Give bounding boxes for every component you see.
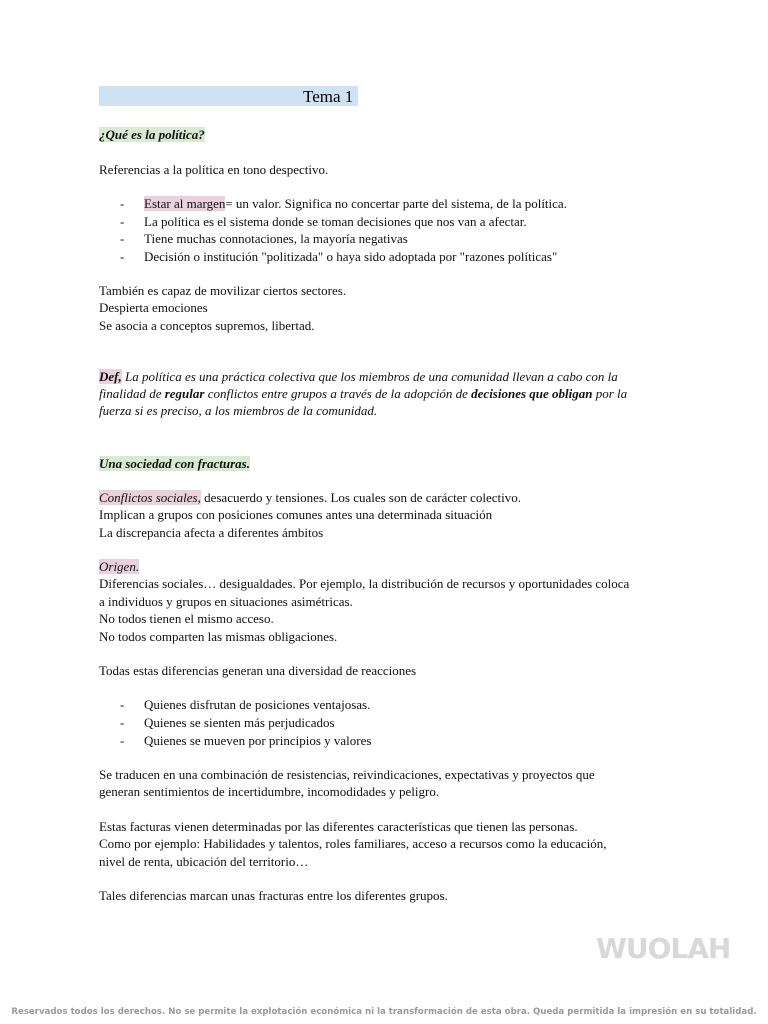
origen-line [99, 558, 139, 575]
bullet-dash: - [120, 196, 125, 211]
conflictos-text: desacuerdo y tensiones. Los cuales son de carácter colectivo. [200, 490, 522, 505]
paragraph-line: Despierta emociones [99, 300, 208, 315]
bullet-dash: - [120, 231, 125, 246]
heading-sociedad-fracturas [99, 455, 250, 472]
bullet-text-rest: = un valor. Significa no concertar parte del sistema, de la política. [225, 196, 567, 211]
definition-line [99, 368, 618, 385]
conflictos-label: Conflictos sociales, [99, 490, 201, 505]
paragraph-line: También es capaz de movilizar ciertos sectores. [99, 283, 347, 298]
heading-highlight: ¿Qué es la política? [99, 127, 205, 142]
paragraph-line: a individuos y grupos en situaciones asimétricas. [99, 594, 353, 609]
paragraph-line: Como por ejemplo: Habilidades y talentos, roles familiares, acceso a recursos como la educación, [99, 836, 607, 851]
definition-bold-regular: regular [164, 386, 205, 401]
definition-label: Def, [99, 369, 122, 384]
bullet-item: Tiene muchas connotaciones, la mayoría negativas [144, 231, 408, 246]
intro-text: Referencias a la política en tono despectivo. [99, 162, 329, 177]
definition-bold-decisiones: decisiones que obligan [471, 386, 593, 401]
paragraph-line: Diferencias sociales… desigualdades. Por ejemplo, la distribución de recursos y oportunidades coloca [99, 576, 630, 591]
paragraph-line: Todas estas diferencias generan una diversidad de reacciones [99, 663, 417, 678]
bullet-item [144, 195, 567, 212]
paragraph-line: La discrepancia afecta a diferentes ámbitos [99, 525, 324, 540]
paragraph-line: Se asocia a conceptos supremos, libertad. [99, 318, 315, 333]
bullet-item: Quienes se sienten más perjudicados [144, 715, 335, 730]
paragraph-line: Se traducen en una combinación de resistencias, reivindicaciones, expectativas y proyectos que [99, 767, 595, 782]
definition-line [99, 385, 627, 402]
wuolah-watermark-logo: WUOLAH [596, 932, 731, 965]
definition-line: fuerza si es preciso, a los miembros de la comunidad. [99, 403, 378, 418]
paragraph-line: No todos tienen el mismo acceso. [99, 611, 274, 626]
definition-text: por la [592, 386, 628, 401]
paragraph-line: Estas facturas vienen determinadas por las diferentes características que tienen las personas. [99, 819, 578, 834]
paragraph-line: nivel de renta, ubicación del territorio… [99, 854, 309, 869]
paragraph-line: Tales diferencias marcan unas fracturas entre los diferentes grupos. [99, 888, 448, 903]
definition-text: finalidad de [99, 386, 165, 401]
paragraph-line: No todos comparten las mismas obligaciones. [99, 629, 338, 644]
bullet-item: Decisión o institución "politizada" o haya sido adoptada por "razones políticas" [144, 249, 558, 264]
highlight-estar-al-margen: Estar al margen [144, 196, 226, 211]
definition-text: conflictos entre grupos a través de la adopción de [204, 386, 472, 401]
bullet-item: Quienes disfrutan de posiciones ventajosas. [144, 697, 371, 712]
bullet-dash: - [120, 733, 125, 748]
heading-highlight: Una sociedad con fracturas. [99, 456, 250, 471]
page-title: Tema 1 [303, 87, 354, 106]
origen-label: Origen. [99, 559, 140, 574]
paragraph-line: generan sentimientos de incertidumbre, incomodidades y peligro. [99, 784, 440, 799]
conflictos-line [99, 489, 521, 506]
bullet-dash: - [120, 697, 125, 712]
bullet-dash: - [120, 214, 125, 229]
copyright-footer: Reservados todos los derechos. No se permite la explotación económica ni la transformación de esta obra. Queda permitida la impresión en su totalidad. [11, 1007, 757, 1017]
definition-text: La política es una práctica colectiva que los miembros de una comunidad llevan a cabo con la [121, 369, 618, 384]
bullet-item: Quienes se mueven por principios y valores [144, 733, 372, 748]
bullet-item: La política es el sistema donde se toman decisiones que nos van a afectar. [144, 214, 527, 229]
paragraph-line: Implican a grupos con posiciones comunes antes una determinada situación [99, 507, 493, 522]
bullet-dash: - [120, 715, 125, 730]
bullet-dash: - [120, 249, 125, 264]
heading-que-es-la-politica [99, 126, 205, 143]
